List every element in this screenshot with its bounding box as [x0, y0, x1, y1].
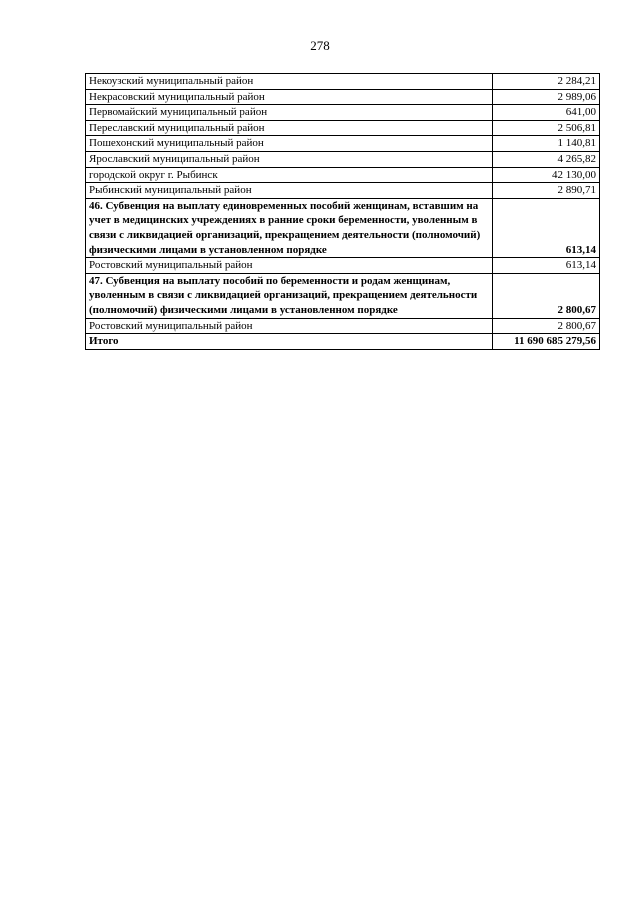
amount-cell: 42 130,00	[493, 167, 600, 183]
table-row	[86, 120, 600, 136]
section-title: 46. Субвенция на выплату единовременных пособий женщинам, вставшим на учет в медицинских учреждениях в ранние сроки беременности, уволенным в связи с ликвидацией организаций, прекращением деятельности (полномочий) физическими лицами в установленном порядке	[86, 198, 493, 257]
amount-cell: 2 890,71	[493, 183, 600, 199]
section-row	[86, 273, 600, 318]
budget-table-body	[86, 74, 600, 350]
district-name: Рыбинский муниципальный район	[86, 183, 493, 199]
table-row	[86, 258, 600, 274]
amount-cell: 4 265,82	[493, 151, 600, 167]
amount-cell: 613,14	[493, 198, 600, 257]
district-name: Ростовский муниципальный район	[86, 318, 493, 334]
table-row	[86, 89, 600, 105]
district-name: Некрасовский муниципальный район	[86, 89, 493, 105]
district-name: Некоузский муниципальный район	[86, 74, 493, 90]
district-name: городской округ г. Рыбинск	[86, 167, 493, 183]
district-name: Ростовский муниципальный район	[86, 258, 493, 274]
amount-cell: 2 800,67	[493, 273, 600, 318]
table-row	[86, 74, 600, 90]
table-row	[86, 151, 600, 167]
amount-cell: 641,00	[493, 105, 600, 121]
amount-cell: 2 284,21	[493, 74, 600, 90]
table-row	[86, 167, 600, 183]
amount-cell: 2 800,67	[493, 318, 600, 334]
section-title: 47. Субвенция на выплату пособий по беременности и родам женщинам, уволенным в связи с ликвидацией организаций, прекращением деятельности (полномочий) физическими лицами в установленном порядке	[86, 273, 493, 318]
district-name: Первомайский муниципальный район	[86, 105, 493, 121]
district-name: Ярославский муниципальный район	[86, 151, 493, 167]
district-name: Переславский муниципальный район	[86, 120, 493, 136]
table-row	[86, 105, 600, 121]
budget-table	[85, 73, 600, 350]
table-row	[86, 136, 600, 152]
total-amount: 11 690 685 279,56	[493, 334, 600, 350]
amount-cell: 613,14	[493, 258, 600, 274]
amount-cell: 1 140,81	[493, 136, 600, 152]
table-row	[86, 318, 600, 334]
district-name: Пошехонский муниципальный район	[86, 136, 493, 152]
page-number: 278	[310, 38, 330, 53]
section-row	[86, 198, 600, 257]
total-label: Итого	[86, 334, 493, 350]
total-row	[86, 334, 600, 350]
amount-cell: 2 989,06	[493, 89, 600, 105]
table-row	[86, 183, 600, 199]
amount-cell: 2 506,81	[493, 120, 600, 136]
